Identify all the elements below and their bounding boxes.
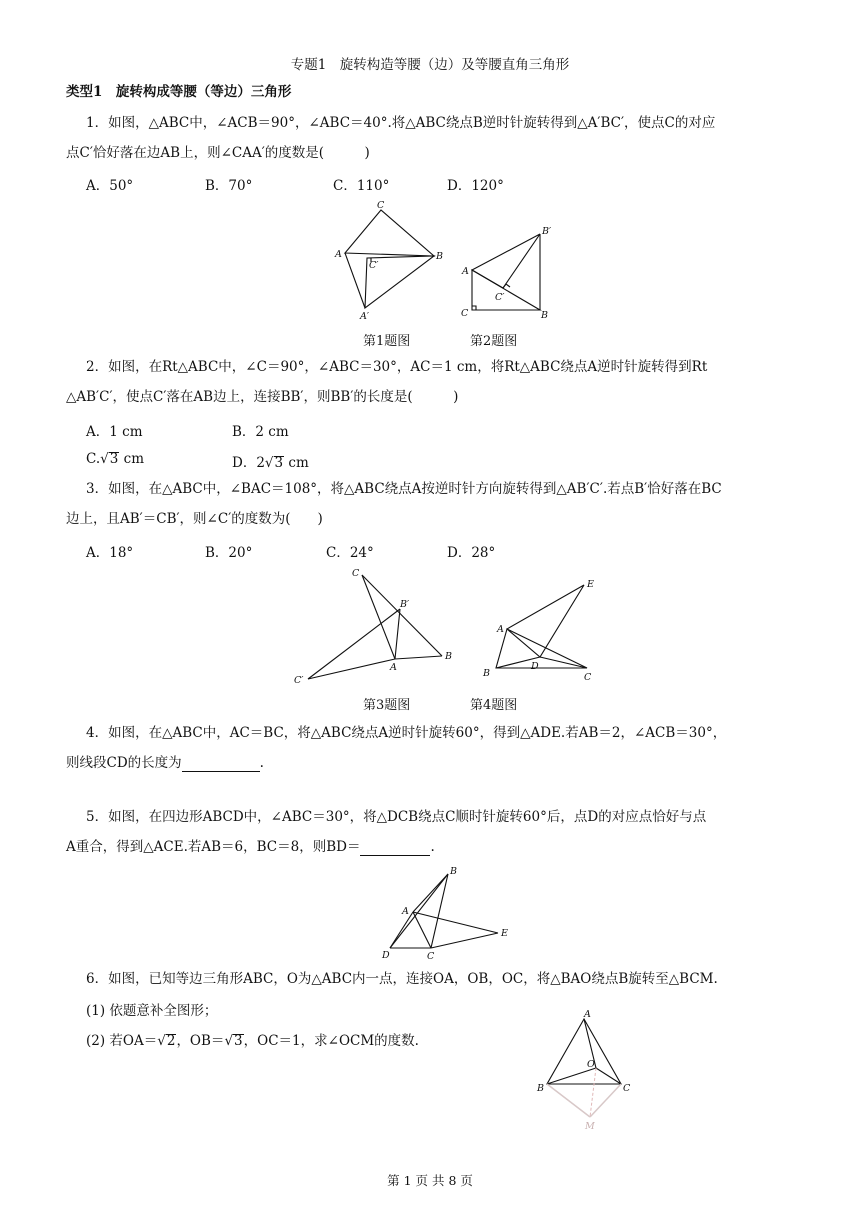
figure-5 [372,862,522,960]
q1-option-a: A．50° [86,178,134,194]
q2-option-c-unit: cm [123,451,145,467]
page-footer: 第 1 页 共 8 页 [387,1173,473,1188]
q2-option-c-prefix: C. [86,451,101,467]
q3-option-d: D．28° [447,545,496,561]
fig6-line-cm [590,1084,621,1117]
fig6-label-c: C [623,1083,631,1094]
fig2-label-b: B [541,310,548,321]
fig2-label-c: C [461,308,469,319]
sqrt-icon: √ [264,455,274,471]
fig5-line-ab [413,874,448,912]
fig3-line-ab1 [395,609,400,659]
fig6-label-a: A [584,1009,591,1020]
sqrt-icon: √ [100,451,109,467]
q6-sub2-middle: ，OB＝ [176,1033,225,1049]
q4-line1: 4．如图，在△ABC中，AC＝BC，将△ABC绕点A逆时针旋转60°，得到△ADE.若AB＝2，∠ACB＝30°， [86,725,727,741]
fig3-label-c1: C′ [294,675,304,686]
fig1-label-c: C [377,200,385,211]
fig2-label-b1: B′ [542,226,552,237]
q1-line2: 点C′恰好落在边AB上，则∠CAA′的度数是( ) [66,145,370,161]
q4-line2-end: . [259,755,264,771]
fig4-line-cd [540,657,587,668]
fig4-label-e: E [587,579,594,590]
fig5-label-c: C [427,951,435,962]
q3-option-c: C．24° [326,545,374,561]
q1-option-d: D．120° [447,178,504,194]
q1-option-c: C．110° [333,178,390,194]
fig5-label-d: D [382,950,390,961]
q6-sub2-radicand-1: 2 [166,1033,176,1049]
fig3-label-b1: B′ [400,599,410,610]
fig1-label-a: A [335,249,342,260]
figure-2 [455,222,565,324]
q6-sub1: (1) 依题意补全图形； [86,1003,218,1019]
fig1-caption: 第1题图 [363,334,411,349]
q5-line2-end: . [430,839,435,855]
fig3-line-bc [362,575,442,656]
fig2-caption: 第2题图 [470,334,518,349]
sqrt-icon: √ [224,1033,234,1049]
fig5-line-ad [390,912,413,948]
q4-line2 [66,754,264,772]
fig2-triangle-ab1c1 [472,234,540,288]
fig2-label-a: A [462,266,469,277]
q5-answer-blank[interactable] [360,840,430,856]
fig1-line-aa1 [345,253,365,308]
fig4-caption: 第4题图 [470,698,518,713]
fig5-label-a: A [402,906,409,917]
fig4-label-c: C [584,672,592,683]
q6-sub2 [86,1032,419,1050]
fig2-label-c1: C′ [495,292,505,303]
q3-line1: 3．如图，在△ABC中，∠BAC＝108°，将△ABC绕点A按逆时针方向旋转得到△AB′C′.若点B′恰好落在BC [86,481,722,497]
q2-option-d-unit: cm [288,455,309,471]
q2-option-b: B．2 cm [232,424,289,440]
fig4-label-a: A [497,624,504,635]
fig6-label-m: M [585,1121,595,1132]
fig4-label-b: B [483,668,490,679]
sqrt-icon: √ [157,1033,166,1049]
figure-1 [330,200,450,325]
q2-option-c-radicand: 3 [109,451,119,467]
fig5-label-e: E [501,928,508,939]
q1-line1: 1．如图，△ABC中，∠ACB＝90°，∠ABC＝40°.将△ABC绕点B逆时针旋转得到△A′BC′，使点C的对应 [86,115,716,131]
q2-option-d [232,451,309,471]
q5-line2 [66,838,435,856]
fig2-right-angle-c [472,306,476,310]
fig6-line-om [590,1068,596,1117]
fig5-line-ce [431,933,498,948]
q2-line1: 2．如图，在Rt△ABC中，∠C＝90°，∠ABC＝30°，AC＝1 cm，将Rt△ABC绕点A逆时针旋转得到Rt [86,359,708,375]
fig6-triangle-abc [547,1019,621,1084]
q2-option-c [86,451,144,467]
q3-option-a: A．18° [86,545,134,561]
q4-line2-text: 则线段CD的长度为 [66,755,182,771]
q6-line1: 6．如图，已知等边三角形ABC，O为△ABC内一点，连接OA，OB，OC，将△BAO绕点B旋转至△BCM. [86,971,718,987]
q2-line2: △AB′C′，使点C′落在AB边上，连接BB′，则BB′的长度是( ) [66,389,459,405]
fig1-label-c1: C′ [369,260,379,271]
q3-line2: 边上，且AB′＝CB′，则∠C′的度数为( ) [66,511,323,527]
q1-option-b: B．70° [205,178,253,194]
fig3-label-b: B [445,651,452,662]
q5-line2-text: A重合，得到△ACE.若AB＝6，BC＝8，则BD＝ [66,839,361,855]
fig1-label-b: B [436,251,443,262]
fig3-label-c: C [352,568,360,579]
figure-3 [290,565,470,690]
fig5-line-ac [413,912,431,948]
q2-option-a: A．1 cm [86,424,143,440]
fig2-right-angle-c1 [503,284,510,288]
q6-sub2-radicand-2: 3 [234,1033,243,1049]
fig6-line-bm [547,1084,590,1117]
fig4-label-d: D [531,661,539,672]
q2-option-d-radicand: 3 [274,455,284,471]
q4-answer-blank[interactable] [182,756,260,772]
page-title: 专题1 旋转构造等腰（边）及等腰直角三角形 [290,57,570,73]
fig3-caption: 第3题图 [363,698,411,713]
q2-option-d-prefix: D．2 [232,455,265,471]
fig5-line-ae [413,912,498,933]
figure-4 [480,575,605,687]
fig4-triangle-ade [507,585,584,657]
fig6-label-o: O [587,1059,595,1070]
fig3-line-ab [395,656,442,659]
fig3-label-a: A [390,662,397,673]
fig1-label-a1: A′ [360,311,370,322]
fig5-label-b: B [450,866,457,877]
q5-line1: 5．如图，在四边形ABCD中，∠ABC＝30°，将△DCB绕点C顺时针旋转60°后，点D的对应点恰好与点 [86,809,707,825]
section-heading: 类型1 旋转构成等腰（等边）三角形 [66,84,292,100]
figure-6 [530,1005,640,1135]
fig4-triangle-abc [496,629,587,668]
fig6-label-b: B [537,1083,544,1094]
fig1-triangle-abc [345,210,434,256]
fig6-line-oc [596,1068,621,1084]
q6-sub2-prefix: (2) 若OA＝ [86,1033,158,1049]
q6-sub2-suffix: ，OC＝1，求∠OCM的度数. [243,1033,419,1049]
q3-option-b: B．20° [205,545,253,561]
